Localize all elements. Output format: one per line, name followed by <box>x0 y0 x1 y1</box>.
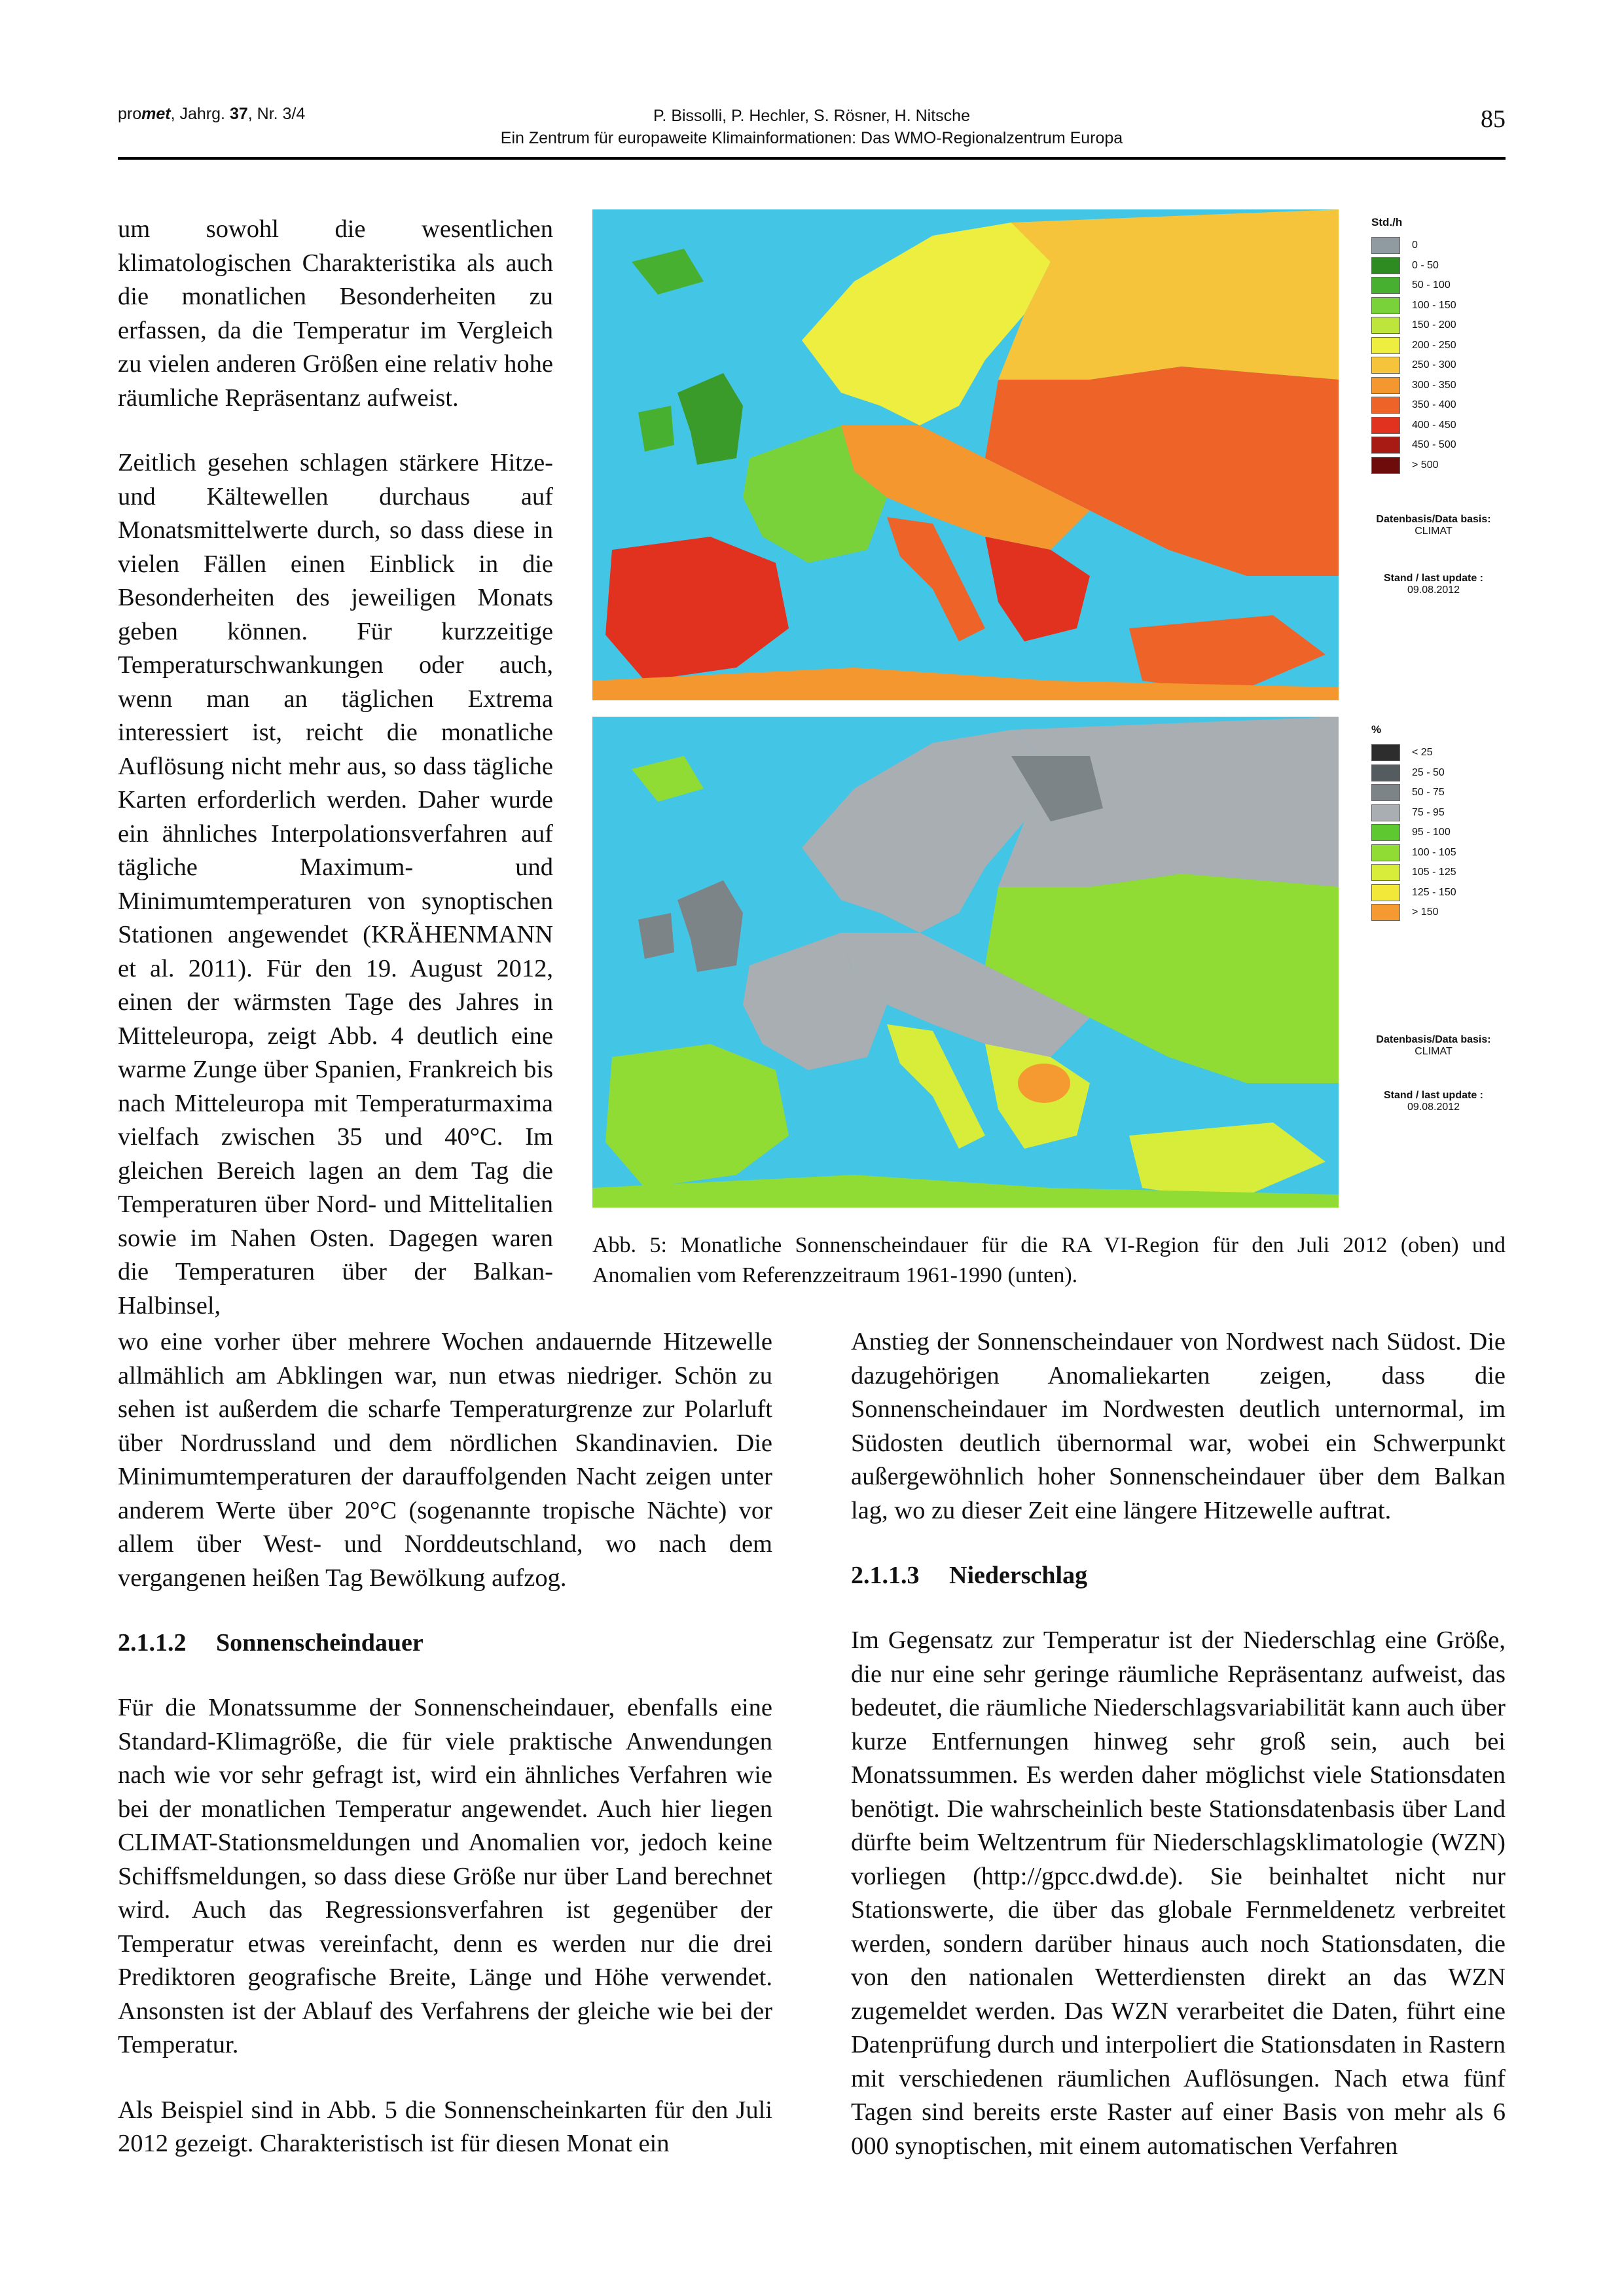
legend-label: > 150 <box>1412 906 1439 918</box>
section-heading: 2.1.1.3 Niederschlag <box>851 1562 1088 1589</box>
legend-label: 400 - 450 <box>1412 419 1456 431</box>
legend-entry <box>1371 416 1506 436</box>
map-black-sea <box>1096 1077 1214 1129</box>
page-number: 85 <box>1481 105 1506 133</box>
header-rule <box>118 157 1506 160</box>
legend-label: 105 - 125 <box>1412 867 1456 878</box>
update-value: 09.08.2012 <box>1407 1102 1460 1113</box>
legend-label: 95 - 100 <box>1412 827 1451 838</box>
data-basis-label: Datenbasis/Data basis: <box>1376 1034 1491 1045</box>
legend-label: 150 - 200 <box>1412 319 1456 331</box>
legend-entry <box>1371 743 1506 763</box>
legend-label: 75 - 95 <box>1412 806 1445 818</box>
legend-entry <box>1371 903 1506 923</box>
legend-swatch <box>1371 297 1400 314</box>
legend-entry <box>1371 435 1506 456</box>
legend-label: 200 - 250 <box>1412 339 1456 351</box>
legend-swatch <box>1371 904 1400 921</box>
legend-swatch <box>1371 844 1400 861</box>
sunshine-map-panel <box>592 209 1506 700</box>
legend-swatch <box>1371 884 1400 901</box>
anomaly-map-panel <box>592 717 1506 1208</box>
legend-label: 50 - 100 <box>1412 279 1451 291</box>
legend-label: 0 <box>1412 240 1418 251</box>
journal-reference: promet, Jahrg. 37, Nr. 3/4 <box>118 105 306 123</box>
legend-entry <box>1371 315 1506 336</box>
legend-entry <box>1371 763 1506 783</box>
legend-entry <box>1371 276 1506 296</box>
legend-entry <box>1371 236 1506 256</box>
legend-label: 250 - 300 <box>1412 359 1456 371</box>
legend-entry <box>1371 823 1506 843</box>
data-basis-note <box>1371 514 1496 537</box>
legend-swatch <box>1371 237 1400 254</box>
legend-entry <box>1371 783 1506 803</box>
sunshine-duration-map <box>592 209 1339 700</box>
update-value: 09.08.2012 <box>1407 584 1460 596</box>
legend-swatch <box>1371 257 1400 274</box>
right-column <box>851 1325 1506 2163</box>
map-region-ireland <box>638 913 674 959</box>
legend-entries <box>1371 743 1506 923</box>
legend-entry <box>1371 843 1506 863</box>
data-basis-label: Datenbasis/Data basis: <box>1376 514 1491 525</box>
legend-entry <box>1371 883 1506 903</box>
section-heading: 2.1.1.2 Sonnenscheindauer <box>118 1629 424 1657</box>
paragraph: Zeitlich gesehen schlagen stärkere Hitze- und Kältewellen durchaus auf Monatsmittelwerte durch, so dass diese in vielen Fällen einen Einblick in die Besonderheiten des jeweiligen Monats geben können. Für kurzzeitige Temperaturschwankungen oder auch, wenn man an täglichen Extrema interessiert ist, reicht die monatliche Auflösung nicht mehr aus, so dass tägliche Karten erforderlich werden. Daher wurde ein ähnliches Interpolationsverfahren auf tägliche Maximum- und Minimumtemperaturen von synoptischen Stationen angewendet (KRÄHENMANN et al. 2011). Für den 19. August 2012, einen der wärmsten Tage des Jahres in Mitteleuropa, zeigt Abb. 4 deutlich eine warme Zunge über Spanien, Frankreich bis nach Mitteleuropa mit Temperaturmaxima vielfach zwischen 35 und 40°C. Im gleichen Bereich lagen an dem Tag die Temperaturen über Nord- und Mittelitalien sowie im Nahen Osten. Dagegen waren die Temperaturen über der Balkan-Halbinsel, <box>118 449 553 1319</box>
article-info <box>484 105 1139 149</box>
legend-swatch <box>1371 317 1400 334</box>
legend-entry <box>1371 395 1506 416</box>
legend-entry <box>1371 355 1506 376</box>
legend-label: > 500 <box>1412 459 1439 471</box>
legend-entries <box>1371 236 1506 475</box>
paragraph: Für die Monatssumme der Sonnenscheindauer, ebenfalls eine Standard-Klimagröße, die für viele praktische Anwendungen nach wie vor sehr gefragt ist, wird ein ähnliches Verfahren wie bei der monatlichen Temperatur angewendet. Auch hier liegen CLIMAT-Stationsmeldungen und Anomalien vor, jedoch keine Schiffsmeldungen, so dass diese Größe nur über Land berechnet wird. Auch das Regressionsverfahren ist gegenüber der Temperatur etwas vereinfacht, denn es werden nur die drei Prediktoren geografische Breite, Länge und Höhe verwendet. Ansonsten ist der Ablauf des Verfahrens der gleiche wie bei der Temperatur. <box>118 1694 772 2058</box>
left-column-top <box>118 213 553 1323</box>
anomaly-legend <box>1371 723 1506 923</box>
map-black-sea <box>1096 569 1214 622</box>
legend-title: % <box>1371 723 1382 736</box>
legend-title: Std./h <box>1371 216 1403 228</box>
legend-label: 100 - 105 <box>1412 846 1456 858</box>
paragraph: Als Beispiel sind in Abb. 5 die Sonnenscheinkarten für den Juli 2012 gezeigt. Charakteristisch ist für diesen Monat ein <box>118 2096 772 2157</box>
update-note <box>1371 1090 1496 1113</box>
legend-label: 50 - 75 <box>1412 787 1445 798</box>
paragraph: Im Gegensatz zur Temperatur ist der Niederschlag eine Größe, die nur eine sehr geringe räumliche Repräsentanz aufweist, das bedeutet, die räumliche Niederschlagsvariabilität kann auch über kurze Entfernungen hinweg sehr groß sein, auch bei Monatssummen. Es werden daher möglichst viele Stationsdaten benötigt. Die wahrscheinlich beste Stationsdatenbasis über Land dürfte beim Weltzentrum für Niederschlagsklimatologie (WZN) vorliegen (http://gpcc.dwd.de). Sie beinhaltet nicht nur Stationswerte, die über das globale Fernmeldenetz verbreitet werden, sondern darüber hinaus auch noch Stationsdaten, die von den nationalen Wetterdiensten direkt an das WZN zugemeldet werden. Das WZN verarbeitet die Daten, führt eine Datenprüfung durch und interpoliert die Stationsdaten in Rastern mit verschiedenen räumlichen Auflösungen. Nach etwa fünf Tagen sind bereits erste Raster auf einer Basis von mehr als 6 000 synoptischen, mit einem automatischen Verfahren <box>851 1626 1506 2160</box>
legend-entry <box>1371 456 1506 476</box>
legend-label: 350 - 400 <box>1412 399 1456 411</box>
legend-swatch <box>1371 764 1400 781</box>
legend-swatch <box>1371 357 1400 374</box>
legend-label: 125 - 150 <box>1412 886 1456 898</box>
legend-swatch <box>1371 824 1400 841</box>
left-column-bottom <box>118 1325 772 2161</box>
legend-entry <box>1371 803 1506 823</box>
legend-swatch <box>1371 457 1400 474</box>
legend-swatch <box>1371 744 1400 761</box>
paragraph: wo eine vorher über mehrere Wochen andauernde Hitzewelle allmählich am Abklingen war, nun etwas niedriger. Schön zu sehen ist außerdem die scharfe Temperaturgrenze zur Polarluft über Nordrussland und dem nördlichen Skandinavien. Die Minimumtemperaturen der darauffolgenden Nacht zeigen unter anderem Werte über 20°C (sogenannte tropische Nächte) vor allem über West- und Norddeutschland, wo nach dem vergangenen heißen Tag Bewölkung aufzog. <box>118 1328 772 1592</box>
legend-swatch <box>1371 784 1400 801</box>
legend-label: 100 - 150 <box>1412 299 1456 311</box>
legend-swatch <box>1371 337 1400 354</box>
map-hotspot-balkan <box>1018 1064 1070 1103</box>
map-region-ireland <box>638 406 674 452</box>
paragraph: um sowohl die wesentlichen klimatologischen Charakteristika als auch die monatlichen Besonderheiten zu erfassen, da die Temperatur im Vergleich zu vielen anderen Größen eine relativ hohe räumliche Repräsentanz aufweist. <box>118 215 553 412</box>
paragraph: Anstieg der Sonnenscheindauer von Nordwest nach Südost. Die dazugehörigen Anomaliekarten zeigen, dass die Sonnenscheindauer im Nordwesten deutlich unternormal, im Südosten deutlich übernormal war, wobei ein Schwerpunkt außergewöhnlich hoher Sonnenscheindauer über dem Balkan lag, wo zu dieser Zeit eine längere Hitzewelle auftrat. <box>851 1328 1506 1524</box>
legend-label: < 25 <box>1412 747 1433 759</box>
legend-swatch <box>1371 397 1400 414</box>
legend-swatch <box>1371 277 1400 294</box>
data-basis-note <box>1371 1034 1496 1058</box>
running-header <box>118 105 1506 157</box>
legend-label: 450 - 500 <box>1412 439 1456 451</box>
legend-entry <box>1371 256 1506 276</box>
legend-swatch <box>1371 437 1400 454</box>
legend-entry <box>1371 296 1506 316</box>
legend-swatch <box>1371 377 1400 394</box>
legend-entry <box>1371 863 1506 883</box>
sunshine-anomaly-map <box>592 717 1339 1208</box>
figure-5 <box>592 209 1506 1208</box>
update-note <box>1371 573 1496 596</box>
update-label: Stand / last update : <box>1383 1090 1483 1101</box>
legend-label: 25 - 50 <box>1412 766 1445 778</box>
legend-label: 0 - 50 <box>1412 259 1439 271</box>
legend-entry <box>1371 336 1506 356</box>
data-basis-value: CLIMAT <box>1415 526 1453 537</box>
figure-caption: Abb. 5: Monatliche Sonnenscheindauer für die RA VI-Region für den Juli 2012 (oben) und Anomalien vom Referenzzeitraum 1961-1990 (unten). <box>592 1233 1506 1287</box>
data-basis-value: CLIMAT <box>1415 1046 1453 1057</box>
legend-swatch <box>1371 864 1400 881</box>
update-label: Stand / last update : <box>1383 573 1483 584</box>
legend-swatch <box>1371 804 1400 821</box>
legend-swatch <box>1371 417 1400 434</box>
sunshine-legend <box>1371 216 1506 475</box>
authors: P. Bissolli, P. Hechler, S. Rösner, H. Nitsche <box>653 107 970 125</box>
article-title: Ein Zentrum für europaweite Klimainformationen: Das WMO-Regionalzentrum Europa <box>500 129 1123 147</box>
legend-entry <box>1371 376 1506 396</box>
legend-label: 300 - 350 <box>1412 379 1456 391</box>
